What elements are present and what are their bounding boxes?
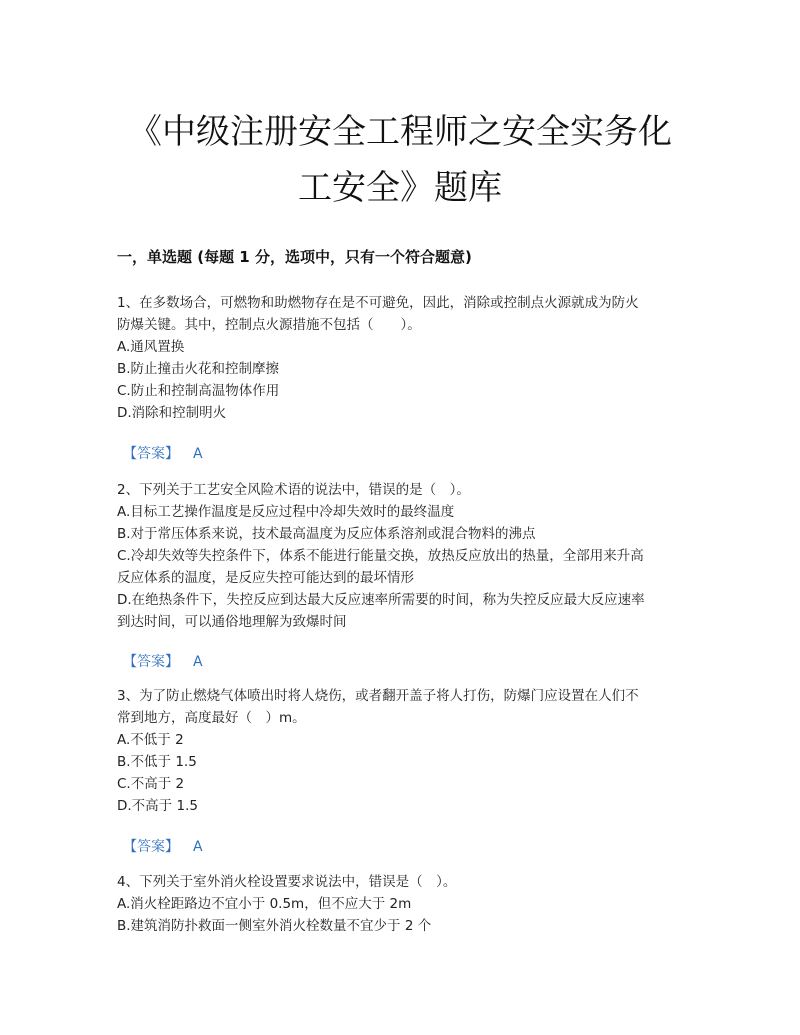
document-title	[80, 104, 720, 216]
option-c: C.防止和控制高温物体作用	[117, 383, 280, 399]
title-line-2: 工安全》题库	[298, 168, 502, 208]
option-d-cont: 到达时间，可以通俗地理解为致爆时间	[117, 614, 347, 630]
question-stem: 1、在多数场合，可燃物和助燃物存在是不可避免，因此，消除或控制点火源就成为防火 防爆关键。其中，控制点火源措施不包括（ ）。	[117, 295, 639, 333]
question-1	[117, 292, 687, 424]
option-b: B.建筑消防扑救面一侧室外消火栓数量不宜少于 2 个	[117, 918, 432, 934]
option-d: D.不高于 1.5	[117, 798, 198, 814]
option-d: D.消除和控制明火	[117, 405, 227, 421]
option-d: D.在绝热条件下，失控反应到达最大反应速率所需要的时间，称为失控反应最大反应速率	[117, 592, 645, 608]
option-a: A.消火栓距路边不宜小于 0.5m，但不应大于 2m	[117, 896, 412, 912]
question-2	[117, 479, 687, 633]
answer-value: A	[193, 839, 203, 855]
answer-1	[123, 443, 203, 463]
option-b: B.不低于 1.5	[117, 754, 197, 770]
answer-value: A	[193, 654, 203, 670]
option-c-cont: 反应体系的温度，是反应失控可能达到的最坏情形	[117, 570, 414, 586]
option-c: C.不高于 2	[117, 776, 185, 792]
question-4	[117, 871, 687, 937]
option-a: A.目标工艺操作温度是反应过程中冷却失效时的最终温度	[117, 504, 455, 520]
title-line-1: 《中级注册安全工程师之安全实务化	[128, 112, 672, 152]
question-stem: 2、下列关于工艺安全风险术语的说法中，错误的是（ ）。	[117, 482, 470, 498]
answer-3	[123, 836, 203, 856]
option-a: A.不低于 2	[117, 732, 184, 748]
option-c: C.冷却失效等失控条件下，体系不能进行能量交换，放热反应放出的热量，全部用来升高	[117, 548, 644, 564]
answer-value: A	[193, 446, 203, 462]
question-stem: 4、下列关于室外消火栓设置要求说法中，错误是（ ）。	[117, 874, 457, 890]
option-b: B.防止撞击火花和控制摩擦	[117, 361, 280, 377]
answer-label: 【答案】	[123, 654, 179, 670]
question-stem: 3、为了防止燃烧气体喷出时将人烧伤，或者翻开盖子将人打伤，防爆门应设置在人们不 常到地方，高度最好（ ）m。	[117, 688, 639, 726]
option-b: B.对于常压体系来说，技术最高温度为反应体系溶剂或混合物料的沸点	[117, 526, 536, 542]
question-3	[117, 685, 687, 817]
section-heading: 一，单选题 (每题 1 分，选项中，只有一个符合题意)	[117, 248, 472, 266]
answer-label: 【答案】	[123, 839, 179, 855]
answer-label: 【答案】	[123, 446, 179, 462]
option-a: A.通风置换	[117, 339, 185, 355]
answer-2	[123, 651, 203, 671]
